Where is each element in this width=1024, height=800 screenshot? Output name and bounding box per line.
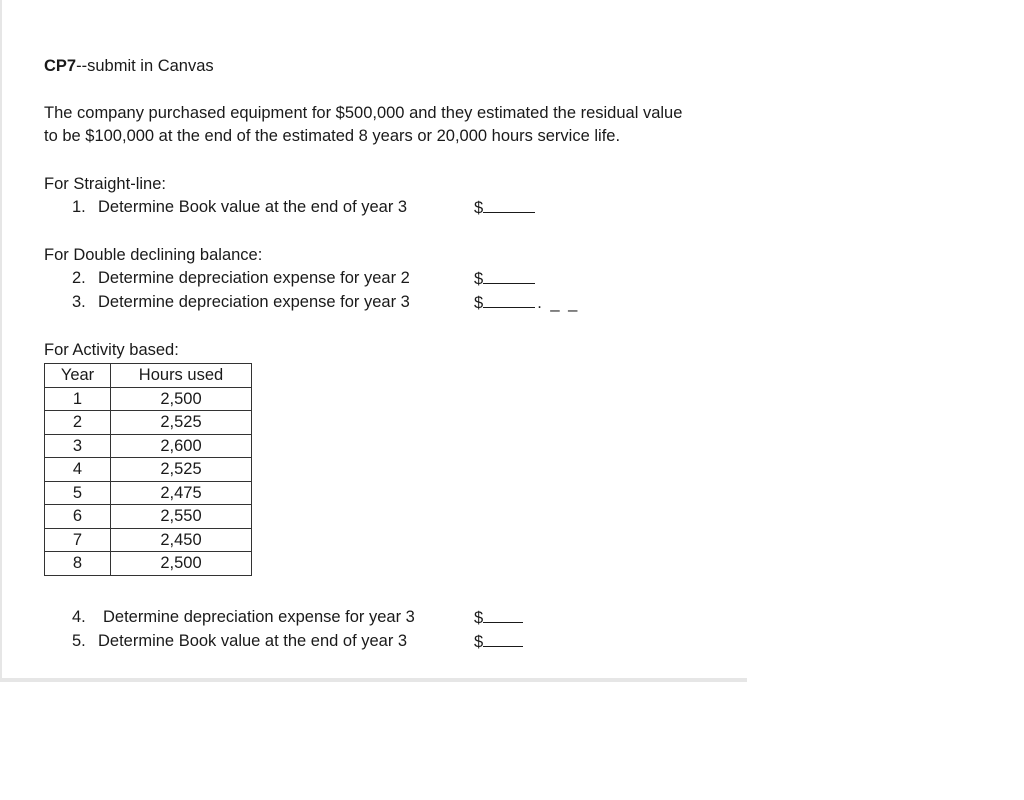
- year-cell: 6: [45, 505, 111, 529]
- answer-1[interactable]: [474, 196, 535, 220]
- answer-3-trail: . _ _: [537, 294, 580, 312]
- hours-cell: 2,550: [111, 505, 252, 529]
- year-cell: 8: [45, 552, 111, 576]
- answer-2-blank[interactable]: [483, 267, 535, 284]
- question-3-text: Determine depreciation expense for year 3: [98, 293, 410, 311]
- title-suffix: --submit in Canvas: [76, 57, 214, 75]
- table-header-row: [45, 364, 252, 388]
- hours-cell: 2,525: [111, 458, 252, 482]
- year-cell: 1: [45, 387, 111, 411]
- question-2: [72, 267, 410, 290]
- hours-cell: 2,500: [111, 387, 252, 411]
- hours-cell: 2,500: [111, 552, 252, 576]
- header-hours-used: Hours used: [111, 364, 252, 388]
- answer-1-blank[interactable]: [483, 196, 535, 213]
- double-declining-label: For Double declining balance:: [44, 246, 263, 264]
- hours-cell: 2,475: [111, 481, 252, 505]
- year-cell: 5: [45, 481, 111, 505]
- answer-4[interactable]: [474, 606, 523, 630]
- table-row: [45, 528, 252, 552]
- question-2-number: 2.: [72, 269, 86, 287]
- year-cell: 4: [45, 458, 111, 482]
- problem-statement: [44, 102, 744, 148]
- table-row: [45, 552, 252, 576]
- hours-table: [44, 363, 252, 576]
- answer-4-blank[interactable]: [483, 606, 523, 623]
- table-row: [45, 387, 252, 411]
- table-row: [45, 411, 252, 435]
- answer-2-dollar: $: [474, 270, 484, 288]
- question-5: [72, 630, 407, 653]
- straight-line-label: For Straight-line:: [44, 175, 166, 193]
- answer-3[interactable]: [474, 291, 579, 315]
- question-1: [72, 196, 407, 219]
- answer-2[interactable]: [474, 267, 535, 291]
- activity-based-label: For Activity based:: [44, 341, 179, 359]
- question-2-text: Determine depreciation expense for year 2: [98, 269, 410, 287]
- year-cell: 2: [45, 411, 111, 435]
- question-4-number: 4.: [72, 608, 86, 626]
- answer-4-dollar: $: [474, 609, 484, 627]
- problem-line-2: to be $100,000 at the end of the estimated 8 years or 20,000 hours service life.: [44, 127, 621, 145]
- year-cell: 3: [45, 434, 111, 458]
- header-year: Year: [45, 364, 111, 388]
- answer-5-blank[interactable]: [483, 630, 523, 647]
- question-1-number: 1.: [72, 198, 86, 216]
- question-4: [72, 606, 415, 629]
- question-5-number: 5.: [72, 632, 86, 650]
- answer-3-dollar: $: [474, 294, 484, 312]
- title-code: CP7: [44, 57, 77, 75]
- year-cell: 7: [45, 528, 111, 552]
- question-5-text: Determine Book value at the end of year 3: [98, 632, 408, 650]
- hours-cell: 2,450: [111, 528, 252, 552]
- answer-5-dollar: $: [474, 633, 484, 651]
- table-row: [45, 481, 252, 505]
- question-1-text: Determine Book value at the end of year 3: [98, 198, 408, 216]
- table-row: [45, 458, 252, 482]
- answer-3-blank[interactable]: [483, 291, 535, 308]
- question-3-number: 3.: [72, 293, 86, 311]
- answer-5[interactable]: [474, 630, 523, 654]
- table-row: [45, 505, 252, 529]
- question-4-text: Determine depreciation expense for year 3: [103, 608, 415, 626]
- question-3: [72, 291, 410, 314]
- answer-1-dollar: $: [474, 199, 484, 217]
- hours-cell: 2,600: [111, 434, 252, 458]
- page-title: [44, 55, 214, 78]
- problem-line-1: The company purchased equipment for $500,000 and they estimated the residual value: [44, 104, 683, 122]
- table-row: [45, 434, 252, 458]
- hours-cell: 2,525: [111, 411, 252, 435]
